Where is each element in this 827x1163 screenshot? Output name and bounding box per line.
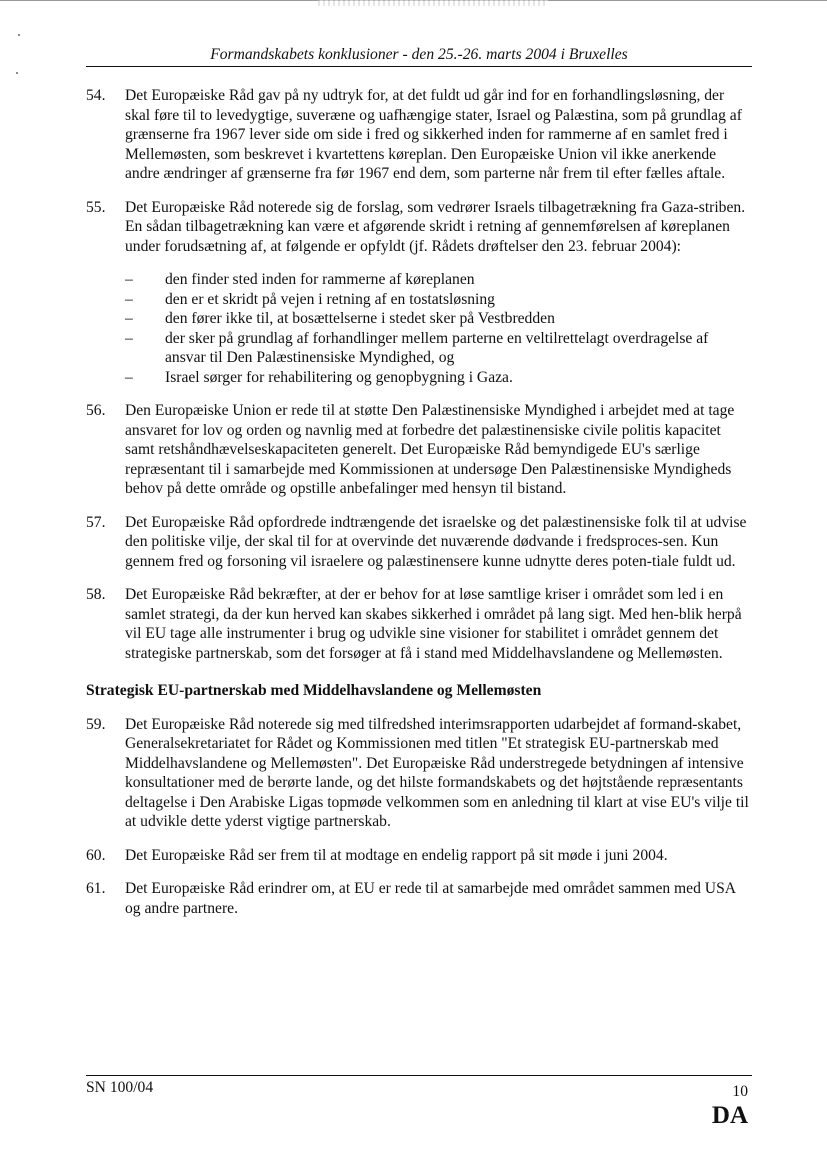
document-reference: SN 100/04 — [86, 1079, 154, 1096]
dash-bullet: – — [125, 290, 133, 308]
paragraph-54 — [86, 86, 752, 184]
conditions-list — [86, 270, 752, 387]
paragraph-59 — [86, 715, 752, 832]
list-item — [125, 368, 752, 388]
paragraph-text: Det Europæiske Råd bekræfter, at der er behov for at løse samtlige kriser i området som led i en samlet strategi, da der kun herved kan skabes sikkerhed i området på lang sigt. Med hen-blik herpå vil EU tage alle instrumenter i brug og udvikle sine visioner for stabilitet i området gennem det strategiske partnerskab, som det forsøger at få i stand med Middelhavslandene og Mellemøsten. — [125, 586, 742, 662]
paragraph-number: 58. — [86, 586, 106, 603]
footer-rule — [86, 1075, 752, 1076]
paragraph-text: Det Europæiske Råd erindrer om, at EU er rede til at samarbejde med området sammen med USA og andre partnere. — [125, 880, 736, 917]
paragraph-text: Det Europæiske Råd noterede sig med tilfredshed interimsrapporten udarbejdet af formand-skabet, Generalsekretariatet for Rådet og Kommissionen med titlen "Et strategisk EU-partnerskab med Middelhavslandene og Mellemøsten". Det Europæiske Råd understregede betydningen af intensive konsultationer med de berørte lande, og det hilste formandskabets og det højtstående repræsentants deltagelse i Den Arabiske Ligas topmøde velkommen som en anledning til klart at vise EU's vilje til at udvikle dette yderst vigtige partnerskab. — [125, 715, 749, 830]
language-code: DA — [711, 1102, 748, 1129]
paragraph-number: 59. — [86, 715, 106, 733]
dash-bullet: – — [125, 310, 133, 327]
paragraph-60 — [86, 846, 752, 866]
paragraph-number: 55. — [86, 198, 106, 216]
section-heading: Strategisk EU-partnerskab med Middelhavslandene og Mellemøsten — [86, 682, 542, 699]
document-body — [86, 86, 752, 932]
paragraph-text: Det Europæiske Råd gav på ny udtryk for, at det fuldt ud går ind for en forhandlingsløsning, der skal føre til to levedygtige, suveræne og uafhængige stater, Israel og Palæstina, som på grundlag af grænserne fra 1967 lever side om side i fred og sikkerhed inden for rammerne af en samlet fred i Mellemøsten, som beskrevet i kvartettens køreplan. Den Europæiske Union vil ikke anerkende andre ændringer af grænserne fra før 1967 end dem, som parterne når frem til efter fælles aftale. — [125, 87, 742, 182]
paragraph-text: Det Europæiske Råd noterede sig de forslag, som vedrører Israels tilbagetrækning fra Gaza-striben. En sådan tilbagetrækning kan være et afgørende skridt i retning af gennemførelsen af køreplanen under forudsætning af, at følgende er opfyldt (jf. Rådets drøftelser den 23. februar 2004): — [125, 198, 746, 255]
list-item-text: der sker på grundlag af forhandlinger mellem parterne en veltilrettelagt overdragelse af ansvar til Den Palæstinensiske Myndighed, og — [165, 329, 709, 366]
list-item — [125, 290, 752, 310]
list-item — [125, 329, 752, 368]
scan-speck — [16, 72, 18, 74]
dash-bullet: – — [125, 368, 133, 386]
paragraph-number: 60. — [86, 846, 106, 864]
paragraph-number: 54. — [86, 87, 106, 104]
list-item — [125, 270, 752, 290]
paragraph-58 — [86, 585, 752, 663]
header-rule — [86, 66, 752, 67]
paragraph-text: Det Europæiske Råd ser frem til at modtage en endelig rapport på sit møde i juni 2004. — [125, 846, 668, 864]
paragraph-number: 61. — [86, 880, 106, 897]
paragraph-text: Den Europæiske Union er rede til at støtte Den Palæstinensiske Myndighed i arbejdet med at tage ansvaret for lov og orden og navnlig med at forbedre det palæstinensiske civile politis kapacitet samt retshåndhævelseskapaciteten generelt. Det Europæiske Råd bemyndigede EU's særlige repræsentant til i samarbejde med Kommissionen at undersøge Den Palæstinensiske Myndigheds behov på dette område og opstille anbefalinger med hensyn til bistand. — [125, 402, 735, 497]
dash-bullet: – — [125, 329, 133, 347]
paragraph-number: 56. — [86, 402, 106, 419]
list-item-text: den fører ikke til, at bosættelserne i stedet sker på Vestbredden — [165, 310, 555, 327]
scan-speck — [18, 34, 20, 36]
list-item-text: den finder sted inden for rammerne af køreplanen — [165, 271, 475, 288]
paragraph-57 — [86, 513, 752, 572]
paragraph-55 — [86, 198, 752, 257]
page-number: 10 — [732, 1083, 748, 1100]
list-item — [125, 309, 752, 329]
page-header: Formandskabets konklusioner - den 25.-26. marts 2004 i Bruxelles — [210, 46, 628, 63]
list-item-text: den er et skridt på vejen i retning af en tostatsløsning — [165, 290, 495, 308]
paragraph-number: 57. — [86, 513, 106, 531]
paragraph-text: Det Europæiske Råd opfordrede indtrængende det israelske og det palæstinensiske folk til at udvise den politiske vilje, der skal til for at overvinde det nuværende dødvande i fredsproces-sen. Kun gennem fred og forsoning vil israelere og palæstinensere kunne udnytte deres poten-tiale fuldt ud. — [125, 513, 747, 570]
dash-bullet: – — [125, 271, 133, 288]
paragraph-61 — [86, 879, 752, 918]
paragraph-56 — [86, 401, 752, 499]
list-item-text: Israel sørger for rehabilitering og genopbygning i Gaza. — [165, 368, 513, 386]
scan-noise — [318, 0, 548, 6]
